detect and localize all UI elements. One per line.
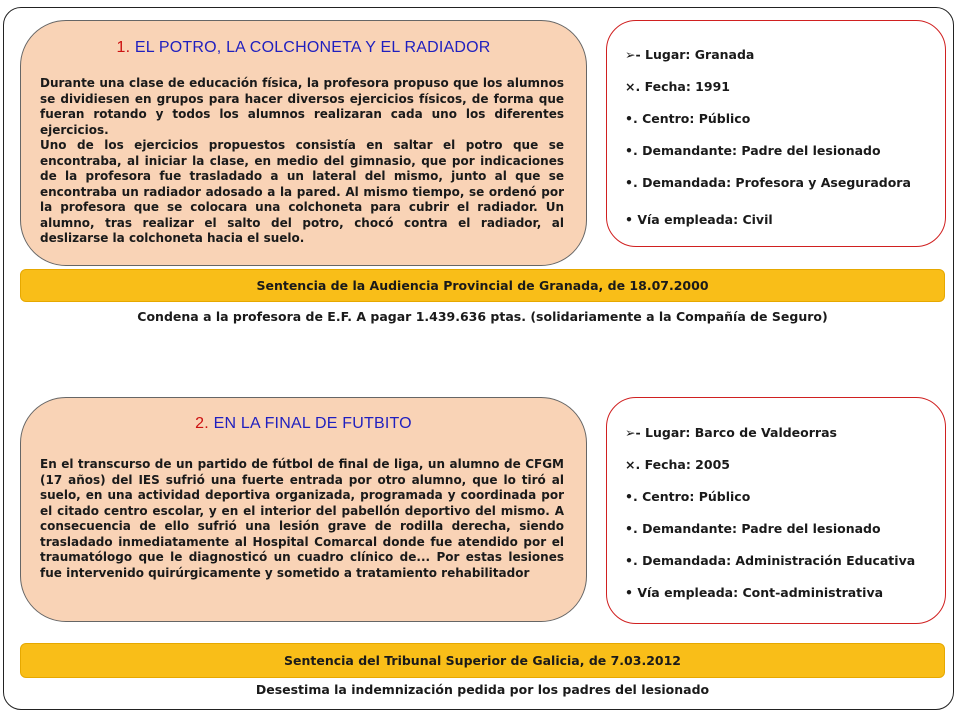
case1-fact-plaintiff: •. Demandante: Padre del lesionado [625, 143, 881, 158]
case1-facts-box [606, 20, 946, 247]
case2-fact-defendant: •. Demandada: Administración Educativa [625, 553, 916, 568]
case2-fact-center: •. Centro: Público [625, 489, 751, 504]
case1-title [21, 39, 586, 57]
case2-fact-route: • Vía empleada: Cont-administrativa [625, 585, 884, 600]
case1-fact-center: •. Centro: Público [625, 111, 751, 126]
case1-fact-defendant: •. Demandada: Profesora y Aseguradora [625, 175, 911, 190]
case2-fact-plaintiff: •. Demandante: Padre del lesionado [625, 521, 881, 536]
case2-description [40, 457, 564, 581]
case2-verdict: Desestima la indemnización pedida por los padres del lesionado [255, 682, 710, 697]
case1-description [40, 76, 564, 247]
case2-title-text: EN LA FINAL DE FUTBITO [213, 415, 412, 432]
case2-sentence-bar: Sentencia del Tribunal Superior de Galicia, de 7.03.2012 [20, 643, 945, 678]
case2-fact-place: ➢- Lugar: Barco de Valdeorras [625, 425, 837, 440]
case1-paragraph-2: Uno de los ejercicios propuestos consistía en saltar el potro que se encontraba, al iniciar la clase, en medio del gimnasio, que por indicaciones de la profesora fue trasladado a un lateral del mismo, junto al que se encontraba un radiador adosado a la pared. Al mismo tiempo, se ordenó por la profesora que se colocara una colchoneta para cubrir el radiador. Un alumno, tras realizar el salto del potro, chocó contra el radiador, al deslizarse la colchoneta hacia el suelo. [40, 138, 564, 245]
case1-verdict: Condena a la profesora de E.F. A pagar 1.439.636 ptas. (solidariamente a la Compañía de Seguro) [137, 309, 828, 324]
case1-fact-place: ➢- Lugar: Granada [625, 47, 755, 62]
case2-fact-date: ×. Fecha: 2005 [625, 457, 730, 472]
case2-paragraph-1: En el transcurso de un partido de fútbol de final de liga, un alumno de CFGM (17 años) del IES sufrió una fuerte entrada por otro alumno, que lo tiró al suelo, en una actividad deportiva organizada, programada y coordinada por el citado centro escolar, y en el interior del pabellón deportivo del mismo. A consecuencia de ello sufrió una lesión grave de rodilla derecha, siendo trasladado inmediatamente al Hospital Comarcal donde fue atendido por el traumatólogo que le diagnosticó un cuadro clínico de... Por estas lesiones fue intervenido quirúrgicamente y sometido a tratamiento rehabilitador [40, 457, 564, 580]
case2-title [21, 415, 586, 433]
case1-story-box [20, 20, 587, 266]
case1-title-text: EL POTRO, LA COLCHONETA Y EL RADIADOR [134, 39, 491, 56]
case1-number: 1. [116, 39, 131, 56]
case2-number: 2. [195, 415, 209, 432]
case1-sentence-bar: Sentencia de la Audiencia Provincial de Granada, de 18.07.2000 [20, 269, 945, 302]
case2-story-box [20, 397, 587, 622]
case1-fact-date: ×. Fecha: 1991 [625, 79, 730, 94]
case2-facts-box [606, 397, 946, 624]
case1-paragraph-1: Durante una clase de educación física, la profesora propuso que los alumnos se dividiesen en grupos para hacer diversos ejercicios físicos, de forma que fueran rotando y todos los alumnos realizaran cada uno los diferentes ejercicios. [40, 76, 564, 137]
case1-fact-route: • Vía empleada: Civil [625, 212, 773, 227]
